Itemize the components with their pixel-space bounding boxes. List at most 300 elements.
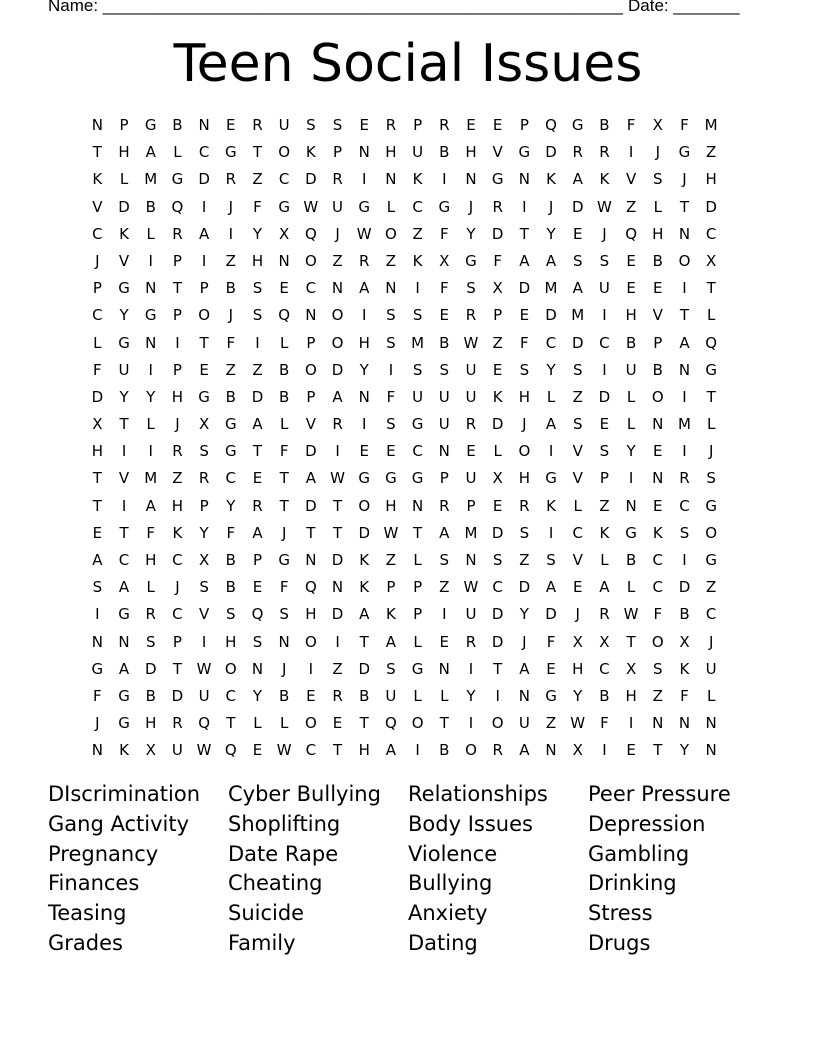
grid-letter: Z [172, 469, 183, 488]
grid-letter: C [599, 333, 610, 352]
grid-letter: Z [439, 578, 450, 597]
grid-letter: O [224, 659, 237, 678]
grid-letter: I [121, 496, 127, 515]
grid-letter: Y [119, 306, 129, 325]
grid-letter: X [492, 469, 503, 488]
grid-letter: S [439, 551, 450, 569]
grid-letter: A [198, 224, 210, 243]
grid-letter: E [252, 469, 263, 488]
word-list-item: Gambling [588, 841, 690, 866]
grid-letter: S [572, 415, 583, 434]
word-list-item: Violence [408, 841, 498, 866]
grid-letter: D [545, 143, 557, 162]
grid-letter: C [118, 551, 130, 569]
grid-letter: J [95, 251, 100, 270]
grid-letter: U [625, 360, 637, 379]
grid-letter: E [252, 741, 263, 760]
grid-letter: N [678, 224, 691, 243]
grid-letter: A [118, 659, 130, 678]
grid-letter: F [520, 333, 529, 352]
grid-letter: Y [546, 224, 556, 243]
grid-letter: E [492, 360, 503, 379]
grid-letter: C [225, 469, 237, 488]
grid-letter: T [626, 632, 636, 651]
grid-letter: D [305, 442, 317, 461]
grid-letter: I [121, 442, 127, 461]
grid-letter: R [492, 197, 503, 216]
grid-letter: J [175, 578, 180, 597]
page-title: Teen Social Issues [173, 34, 643, 94]
grid-letter: T [359, 632, 369, 651]
grid-letter: E [599, 415, 610, 434]
grid-letter: A [545, 578, 557, 597]
grid-letter: A [519, 741, 530, 760]
grid-letter: W [463, 578, 479, 597]
grid-letter: B [625, 333, 637, 352]
grid-letter: K [119, 741, 129, 760]
grid-letter: R [172, 442, 183, 461]
grid-letter: W [196, 741, 212, 760]
grid-letter: O [411, 714, 424, 733]
grid-letter: G [224, 442, 237, 461]
grid-letter: O [304, 632, 317, 651]
grid-letter: X [625, 659, 637, 678]
grid-letter: Z [252, 170, 263, 189]
grid-letter: Q [251, 605, 264, 624]
grid-letter: X [706, 251, 717, 270]
grid-letter: A [252, 415, 263, 434]
grid-letter: H [518, 469, 530, 488]
grid-letter: E [386, 442, 396, 461]
grid-letter: S [199, 578, 209, 597]
grid-letter: G [705, 360, 717, 379]
grid-letter: Y [466, 224, 476, 243]
grid-letter: T [332, 523, 343, 542]
grid-letter: D [171, 686, 184, 705]
grid-letter: X [572, 741, 583, 760]
grid-letter: C [225, 686, 237, 705]
grid-letter: G [545, 686, 557, 705]
word-list-item: Relationships [408, 782, 548, 806]
grid-letter: R [439, 116, 450, 134]
grid-letter: D [144, 659, 157, 678]
grid-letter: V [572, 469, 583, 488]
word-list-item: Anxiety [408, 901, 488, 926]
grid-letter: D [705, 197, 717, 216]
grid-letter: J [281, 523, 287, 542]
grid-letter: R [145, 605, 156, 624]
grid-letter: Y [573, 686, 583, 705]
grid-letter: U [278, 116, 290, 134]
grid-letter: I [468, 714, 474, 733]
grid-letter: Y [252, 224, 263, 243]
grid-letter: G [118, 279, 130, 298]
grid-letter: W [383, 523, 399, 542]
grid-letter: E [653, 279, 663, 298]
grid-letter: V [572, 551, 583, 569]
grid-letter: L [626, 415, 636, 434]
grid-letter: Z [545, 714, 557, 733]
grid-letter: N [678, 360, 691, 379]
grid-letter: C [492, 578, 503, 597]
grid-letter: F [253, 197, 262, 216]
grid-letter: P [413, 578, 423, 597]
grid-letter: S [466, 279, 476, 298]
grid-letter: L [706, 686, 716, 705]
grid-letter: V [652, 306, 663, 325]
grid-letter: S [306, 116, 316, 134]
grid-letter: H [652, 224, 664, 243]
grid-letter: E [492, 496, 503, 515]
word-list-item: Cyber Bullying [228, 782, 381, 806]
grid-letter: I [628, 469, 634, 488]
grid-letter: M [704, 116, 718, 134]
grid-letter: L [626, 578, 636, 597]
grid-letter: Q [545, 116, 557, 134]
grid-letter: K [92, 170, 103, 189]
grid-letter: B [599, 686, 610, 705]
grid-letter: H [625, 686, 637, 705]
word-list-item: Grades [48, 930, 123, 955]
grid-letter: Y [359, 360, 369, 379]
grid-letter: K [546, 496, 556, 515]
grid-letter: I [602, 360, 607, 379]
grid-letter: I [148, 360, 153, 379]
grid-letter: T [119, 523, 129, 542]
grid-letter: K [385, 605, 396, 624]
grid-letter: U [438, 415, 450, 434]
grid-letter: C [705, 605, 717, 624]
grid-letter: R [465, 632, 477, 651]
word-list-item: Body Issues [408, 811, 533, 836]
grid-letter: T [306, 523, 316, 542]
grid-letter: T [279, 469, 289, 488]
grid-letter: G [518, 143, 531, 162]
grid-letter: L [279, 333, 289, 352]
grid-letter: I [495, 686, 500, 705]
grid-letter: C [679, 496, 690, 515]
grid-letter: I [388, 360, 394, 379]
grid-letter: G [224, 415, 237, 434]
grid-letter: R [599, 605, 610, 624]
grid-letter: U [465, 605, 477, 624]
grid-letter: L [173, 143, 182, 162]
grid-letter: F [439, 279, 449, 298]
grid-letter: D [491, 605, 504, 624]
grid-letter: X [572, 632, 583, 651]
grid-letter: I [628, 143, 634, 162]
grid-letter: E [653, 442, 663, 461]
grid-letter: Z [652, 686, 663, 705]
grid-letter: C [92, 306, 103, 325]
grid-letter: I [308, 659, 314, 678]
grid-letter: E [572, 578, 583, 597]
grid-letter: Z [332, 659, 343, 678]
grid-letter: A [332, 387, 343, 406]
grid-letter: L [253, 714, 262, 733]
grid-letter: L [146, 224, 155, 243]
grid-letter: G [118, 714, 130, 733]
grid-letter: W [463, 333, 479, 352]
grid-letter: I [682, 442, 687, 461]
grid-letter: K [599, 170, 610, 189]
grid-letter: W [570, 714, 586, 733]
grid-letter: T [413, 523, 423, 542]
grid-letter: X [492, 279, 503, 298]
grid-letter: D [358, 523, 370, 542]
grid-letter: O [678, 251, 691, 270]
grid-letter: I [175, 333, 180, 352]
grid-letter: B [145, 686, 156, 705]
grid-letter: J [655, 143, 660, 162]
grid-letter: O [465, 741, 477, 760]
grid-letter: G [144, 306, 157, 325]
grid-letter: V [198, 605, 210, 624]
grid-letter: N [465, 170, 477, 189]
grid-letter: U [465, 360, 477, 379]
grid-letter: G [358, 197, 371, 216]
grid-letter: N [705, 741, 717, 760]
grid-letter: A [359, 279, 370, 298]
grid-letter: X [599, 632, 610, 651]
grid-letter: Y [119, 387, 129, 406]
grid-letter: H [171, 496, 184, 515]
grid-letter: M [144, 469, 158, 488]
grid-letter: E [306, 686, 316, 705]
word-list-item: Stress [588, 901, 653, 926]
grid-letter: M [571, 306, 585, 325]
grid-letter: X [198, 551, 210, 569]
grid-letter: X [92, 415, 103, 434]
grid-letter: H [145, 714, 157, 733]
grid-letter: O [491, 714, 504, 733]
grid-letter: U [171, 741, 183, 760]
grid-letter: B [359, 686, 370, 705]
grid-letter: L [626, 387, 636, 406]
grid-letter: E [332, 714, 343, 733]
grid-letter: T [359, 714, 369, 733]
grid-letter: G [705, 551, 717, 569]
grid-letter: T [706, 387, 716, 406]
grid-letter: B [225, 578, 236, 597]
grid-letter: W [196, 659, 212, 678]
grid-letter: S [386, 306, 396, 325]
grid-letter: T [252, 442, 263, 461]
grid-letter: S [199, 442, 209, 461]
word-list-item: Suicide [228, 901, 305, 926]
grid-letter: B [679, 605, 690, 624]
grid-letter: R [172, 714, 183, 733]
grid-letter: D [545, 605, 557, 624]
grid-letter: S [599, 251, 610, 270]
grid-letter: G [118, 605, 130, 624]
grid-letter: I [335, 632, 340, 651]
word-list-item: Bullying [408, 871, 493, 896]
grid-letter: N [305, 306, 317, 325]
grid-letter: J [228, 306, 233, 325]
grid-letter: J [708, 442, 714, 461]
grid-letter: L [493, 442, 502, 461]
grid-letter: E [92, 523, 103, 542]
grid-letter: P [386, 578, 396, 597]
grid-letter: K [599, 523, 610, 542]
grid-letter: P [413, 116, 423, 134]
grid-letter: D [118, 197, 130, 216]
grid-letter: J [228, 197, 233, 216]
grid-letter: S [252, 279, 263, 298]
grid-letter: J [175, 415, 180, 434]
grid-letter: M [144, 170, 158, 189]
grid-letter: O [651, 632, 664, 651]
grid-letter: E [492, 116, 503, 134]
grid-letter: C [198, 143, 210, 162]
grid-letter: H [118, 143, 130, 162]
grid-letter: P [333, 143, 343, 162]
grid-letter: Z [332, 251, 343, 270]
grid-letter: E [626, 279, 636, 298]
grid-letter: A [145, 496, 156, 515]
grid-letter: N [705, 714, 717, 733]
grid-letter: Y [546, 360, 556, 379]
grid-letter: Z [252, 360, 263, 379]
grid-letter: U [118, 360, 130, 379]
word-list [48, 780, 768, 959]
grid-letter: I [148, 251, 153, 270]
grid-letter: V [92, 197, 103, 216]
grid-letter: B [279, 360, 290, 379]
grid-letter: O [304, 714, 317, 733]
grid-letter: V [118, 251, 130, 270]
grid-letter: A [305, 469, 316, 488]
grid-letter: Z [492, 333, 503, 352]
grid-letter: R [465, 306, 477, 325]
grid-letter: T [332, 496, 343, 515]
grid-letter: Q [625, 224, 637, 243]
grid-letter: D [331, 551, 344, 569]
word-list-item: Depression [588, 811, 706, 836]
grid-letter: O [385, 224, 397, 243]
grid-letter: P [119, 116, 129, 134]
grid-letter: P [413, 605, 423, 624]
grid-letter: N [91, 116, 103, 134]
grid-letter: C [652, 551, 664, 569]
grid-letter: R [492, 741, 503, 760]
grid-letter: O [705, 523, 718, 542]
grid-letter: S [492, 551, 503, 569]
grid-letter: N [358, 387, 370, 406]
grid-letter: I [148, 442, 153, 461]
grid-letter: G [705, 496, 717, 515]
grid-letter: C [572, 523, 583, 542]
grid-letter: U [412, 387, 424, 406]
grid-letter: E [519, 306, 530, 325]
grid-letter: L [573, 496, 582, 515]
grid-letter: G [491, 170, 504, 189]
grid-letter: T [92, 143, 102, 162]
grid-letter: Q [278, 306, 291, 325]
grid-letter: D [491, 632, 504, 651]
grid-letter: R [252, 116, 263, 134]
grid-letter: H [225, 632, 237, 651]
grid-letter: F [680, 116, 689, 134]
grid-letter: S [386, 333, 396, 352]
grid-letter: L [413, 686, 422, 705]
grid-letter: A [118, 578, 130, 597]
grid-letter: N [331, 279, 344, 298]
grid-letter: U [465, 469, 477, 488]
grid-letter: I [362, 306, 367, 325]
grid-letter: D [358, 659, 370, 678]
grid-letter: D [305, 496, 317, 515]
grid-letter: R [572, 143, 583, 162]
grid-letter: V [305, 415, 316, 434]
grid-letter: G [571, 116, 584, 134]
grid-letter: K [652, 523, 663, 542]
grid-letter: A [145, 143, 156, 162]
grid-letter: V [118, 469, 130, 488]
grid-letter: Q [385, 714, 397, 733]
grid-letter: C [172, 551, 183, 569]
grid-letter: L [706, 306, 716, 325]
grid-letter: R [359, 251, 370, 270]
grid-letter: I [602, 306, 607, 325]
grid-letter: N [545, 741, 557, 760]
grid-letter: N [465, 551, 477, 569]
grid-letter: G [144, 116, 157, 134]
grid-letter: P [439, 469, 449, 488]
grid-letter: K [679, 659, 690, 678]
grid-letter: V [625, 170, 637, 189]
grid-letter: G [278, 551, 290, 569]
grid-letter: P [199, 496, 209, 515]
grid-letter: E [626, 251, 636, 270]
grid-letter: O [304, 251, 317, 270]
grid-letter: P [599, 469, 609, 488]
grid-letter: G [465, 251, 477, 270]
grid-letter: P [653, 333, 663, 352]
grid-letter: L [146, 578, 155, 597]
grid-letter: N [625, 496, 637, 515]
grid-letter: Z [706, 578, 717, 597]
grid-letter: Z [385, 551, 397, 569]
grid-letter: P [172, 306, 182, 325]
grid-letter: B [652, 360, 663, 379]
grid-letter: C [545, 333, 557, 352]
word-list-item: Dating [408, 930, 478, 955]
grid-letter: R [599, 143, 610, 162]
grid-letter: G [198, 387, 210, 406]
grid-letter: Z [572, 387, 583, 406]
grid-letter: G [545, 469, 557, 488]
grid-letter: B [439, 741, 450, 760]
grid-letter: O [278, 143, 291, 162]
grid-letter: C [412, 442, 423, 461]
grid-letter: I [362, 415, 367, 434]
grid-letter: P [199, 279, 209, 298]
grid-letter: F [600, 714, 609, 733]
grid-letter: J [522, 632, 527, 651]
grid-letter: D [331, 360, 344, 379]
grid-letter: B [225, 551, 236, 569]
grid-letter: B [625, 551, 637, 569]
grid-letter: Z [385, 251, 397, 270]
grid-letter: J [548, 197, 554, 216]
grid-letter: N [251, 659, 264, 678]
grid-letter: F [279, 442, 289, 461]
grid-letter: F [546, 632, 556, 651]
grid-letter: R [679, 469, 690, 488]
grid-letter: T [679, 306, 690, 325]
